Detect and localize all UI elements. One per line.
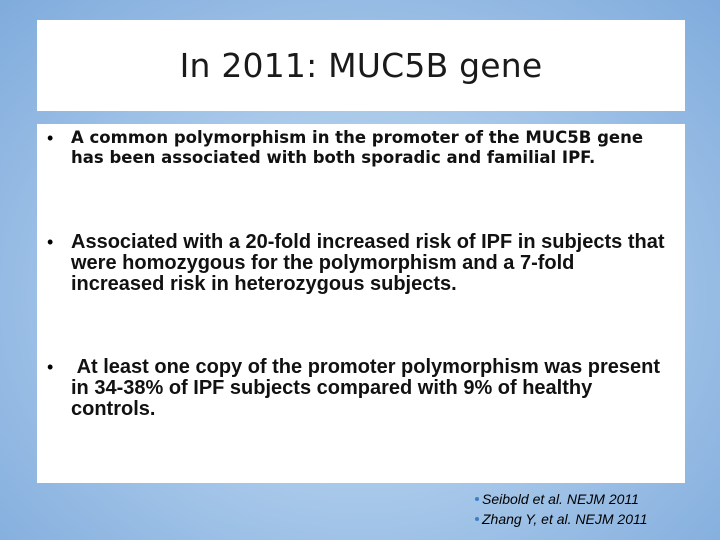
reference-item bbox=[475, 489, 648, 509]
bullet-text: At least one copy of the promoter polymorphism was present in 34-38% of IPF subjects compared with 9% of healthy controls. bbox=[71, 356, 666, 420]
bullet-item bbox=[47, 357, 667, 420]
references bbox=[475, 489, 648, 529]
reference-item bbox=[475, 509, 648, 529]
bullet-text: Associated with a 20-fold increased risk of IPF in subjects that were homozygous for the polymorphism and a 7-fold increased risk in heterozygous subjects. bbox=[71, 231, 665, 295]
bullet-marker: • bbox=[47, 357, 54, 377]
slide-title: In 2011: MUC5B gene bbox=[179, 46, 543, 85]
bullet-text: A common polymorphism in the promoter of the MUC5B gene has been associated with both sporadic and familial IPF. bbox=[71, 128, 644, 167]
reference-text: Zhang Y, et al. NEJM 2011 bbox=[482, 511, 648, 527]
bullet-marker: • bbox=[47, 128, 54, 148]
bullet-item bbox=[47, 128, 667, 168]
bullet-item bbox=[47, 232, 667, 295]
bullet-dot-icon bbox=[475, 497, 479, 501]
title-panel bbox=[37, 20, 685, 111]
content-panel bbox=[37, 124, 685, 483]
bullet-marker: • bbox=[47, 232, 54, 252]
reference-text: Seibold et al. NEJM 2011 bbox=[482, 491, 639, 507]
bullet-dot-icon bbox=[475, 517, 479, 521]
